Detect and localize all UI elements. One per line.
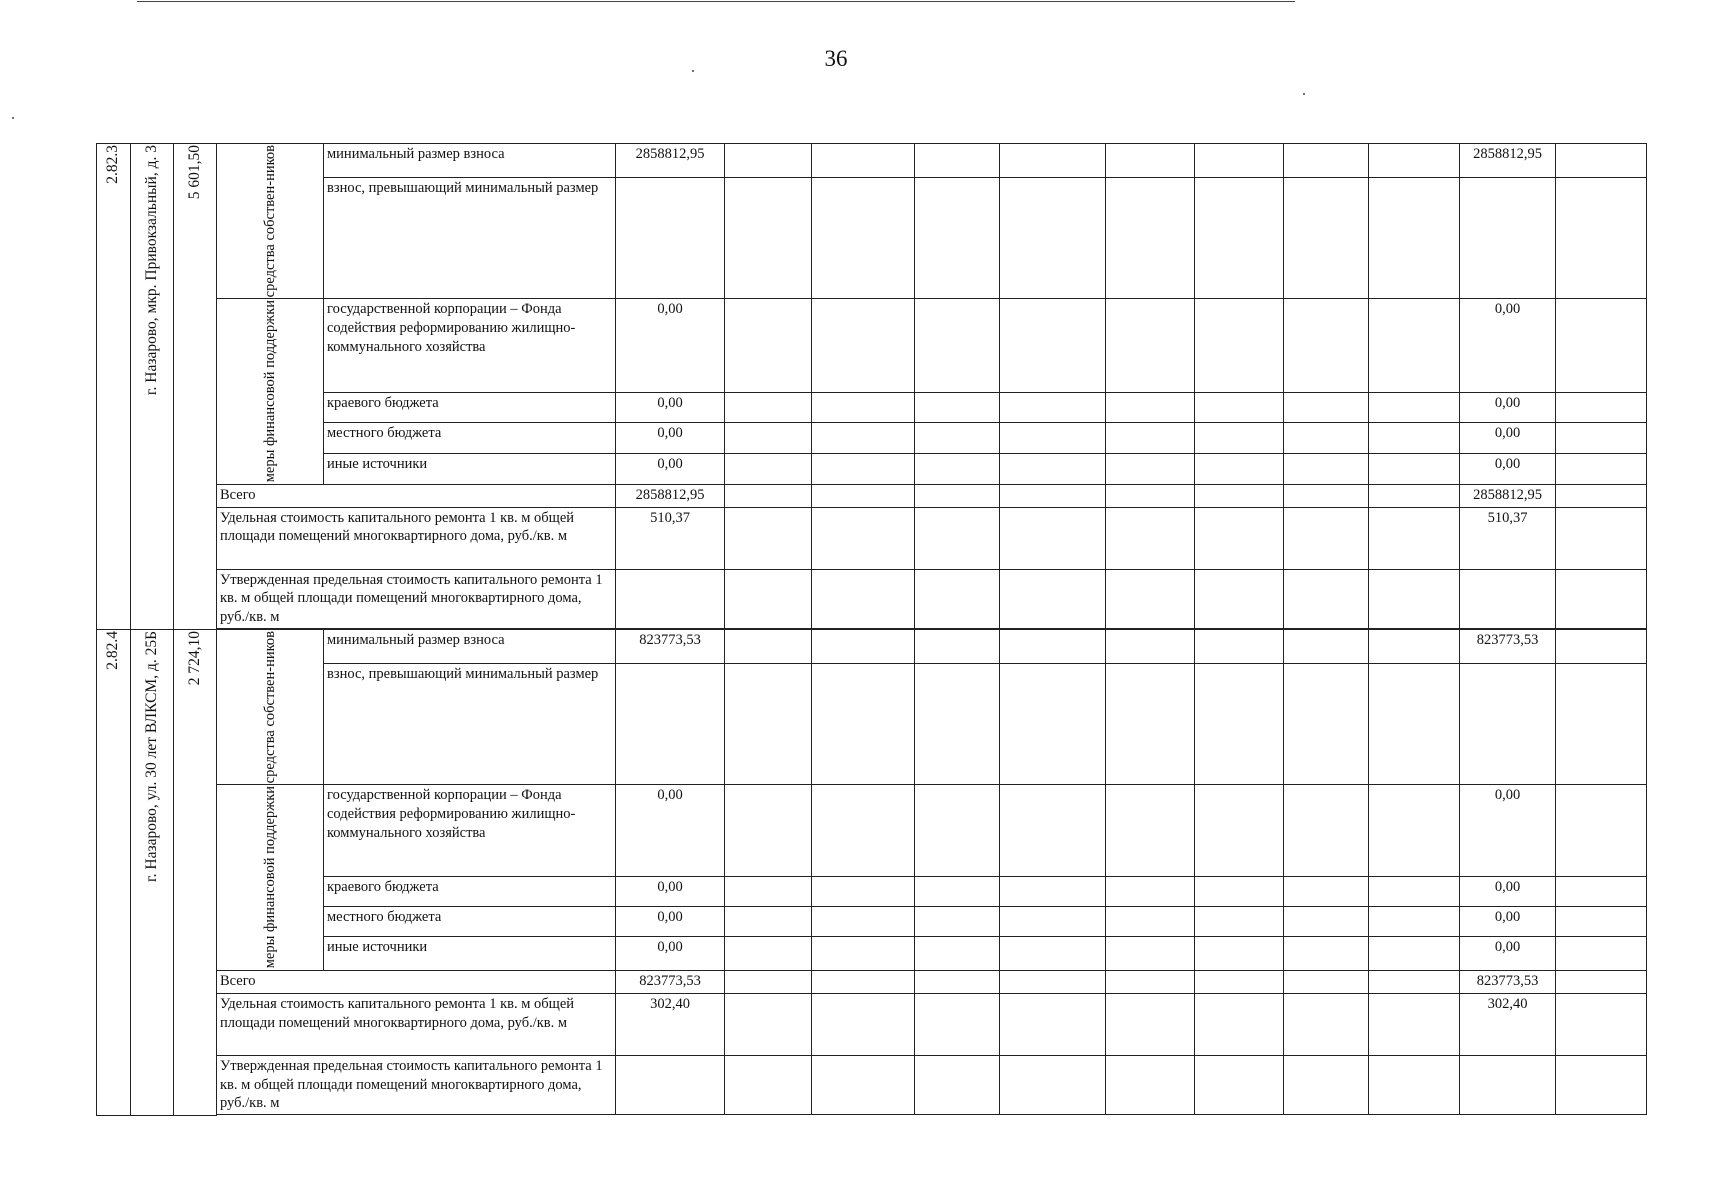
group-owners-funds: средства собствен-ников [217, 630, 324, 785]
group-support-measures: меры финансовой поддержки [217, 785, 324, 970]
record-area: 2 724,10 [174, 630, 217, 1116]
value-total: 2858812,95 [616, 484, 725, 507]
value-state-corp-fund: 0,00 [616, 299, 725, 392]
value-specific-cost: 510,37 [616, 507, 725, 569]
total-min-contribution: 823773,53 [1460, 630, 1556, 664]
label-regional-budget: краевого бюджета [324, 876, 616, 906]
label-min-contribution: минимальный размер взноса [324, 630, 616, 664]
total-regional-budget: 0,00 [1460, 876, 1556, 906]
label-approved-limit: Утвержденная предельная стоимость капитального ремонта 1 кв. м общей площади помещений многоквартирного дома, руб./кв. м [217, 569, 616, 629]
record-id: 2.82.4 [97, 630, 131, 1116]
value-min-contribution: 823773,53 [616, 630, 725, 664]
label-specific-cost: Удельная стоимость капитального ремонта 1 кв. м общей площади помещений многоквартирного дома, руб./кв. м [217, 507, 616, 569]
group-support-measures: меры финансовой поддержки [217, 299, 324, 484]
total-specific-cost: 510,37 [1460, 507, 1556, 569]
label-total: Всего [217, 970, 616, 993]
group-owners-funds: средства собствен-ников [217, 144, 324, 299]
value-local-budget: 0,00 [616, 423, 725, 454]
total-min-contribution: 2858812,95 [1460, 144, 1556, 178]
label-regional-budget: краевого бюджета [324, 392, 616, 423]
record-address: г. Назарово, ул. 30 лет ВЛКСМ, д. 25Б [131, 630, 174, 1116]
value-state-corp-fund: 0,00 [616, 785, 725, 876]
label-local-budget: местного бюджета [324, 423, 616, 454]
value-regional-budget: 0,00 [616, 392, 725, 423]
label-state-corp-fund: государственной корпорации – Фонда содействия реформированию жилищно-коммунального хозяйства [324, 785, 616, 876]
value-specific-cost: 302,40 [616, 993, 725, 1055]
value-other-sources: 0,00 [616, 936, 725, 970]
total-specific-cost: 302,40 [1460, 993, 1556, 1055]
total-total: 2858812,95 [1460, 484, 1556, 507]
scan-speck [12, 117, 14, 119]
record-area: 5 601,50 [174, 144, 217, 630]
total-state-corp-fund: 0,00 [1460, 299, 1556, 392]
total-total: 823773,53 [1460, 970, 1556, 993]
total-other-sources: 0,00 [1460, 936, 1556, 970]
scan-speck [1303, 93, 1305, 95]
label-other-sources: иные источники [324, 453, 616, 484]
label-state-corp-fund: государственной корпорации – Фонда содействия реформированию жилищно-коммунального хозяйства [324, 299, 616, 392]
label-approved-limit: Утвержденная предельная стоимость капитального ремонта 1 кв. м общей площади помещений многоквартирного дома, руб./кв. м [217, 1055, 616, 1115]
value-regional-budget: 0,00 [616, 876, 725, 906]
value-total: 823773,53 [616, 970, 725, 993]
scan-speck [692, 70, 694, 72]
record-id: 2.82.3 [97, 144, 131, 630]
record-address: г. Назарово, мкр. Привокзальный, д. 3 [131, 144, 174, 630]
total-local-budget: 0,00 [1460, 423, 1556, 454]
top-rule [140, 1, 1295, 2]
total-other-sources: 0,00 [1460, 453, 1556, 484]
value-other-sources: 0,00 [616, 453, 725, 484]
value-min-contribution: 2858812,95 [616, 144, 725, 178]
label-other-sources: иные источники [324, 936, 616, 970]
total-regional-budget: 0,00 [1460, 392, 1556, 423]
page-number: 36 [824, 46, 848, 71]
label-specific-cost: Удельная стоимость капитального ремонта 1 кв. м общей площади помещений многоквартирного дома, руб./кв. м [217, 993, 616, 1055]
capital-repair-table [96, 143, 1647, 1116]
label-total: Всего [217, 484, 616, 507]
label-excess-contribution: взнос, превышающий минимальный размер [324, 177, 616, 299]
value-local-budget: 0,00 [616, 906, 725, 936]
label-excess-contribution: взнос, превышающий минимальный размер [324, 663, 616, 785]
total-state-corp-fund: 0,00 [1460, 785, 1556, 876]
label-local-budget: местного бюджета [324, 906, 616, 936]
total-local-budget: 0,00 [1460, 906, 1556, 936]
label-min-contribution: минимальный размер взноса [324, 144, 616, 178]
